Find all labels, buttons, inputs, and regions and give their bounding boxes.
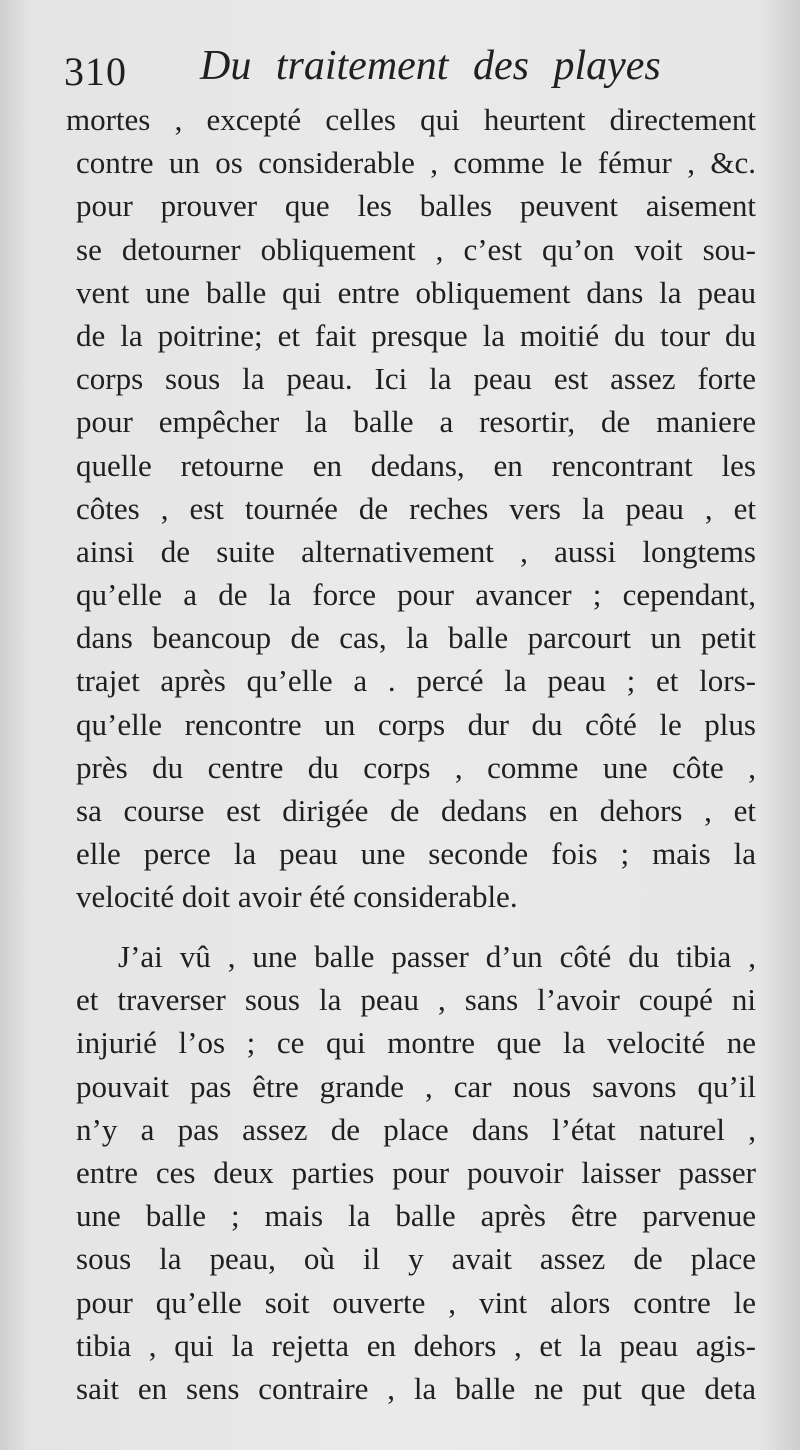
page-number: 310 [64, 49, 127, 94]
paragraph-2 [76, 935, 756, 1410]
text-line: sa course est dirigée de dedans en dehors , et [76, 793, 756, 828]
text-line: injurié l’os ; ce qui montre que la velocité ne [76, 1025, 756, 1061]
text-line: tibia , qui la rejetta en dehors , et la peau agis- [76, 1327, 756, 1363]
text-line: elle perce la peau une seconde fois ; mais la [76, 836, 756, 872]
text-line: qu’elle a de la force pour avancer ; cependant, [76, 577, 756, 613]
text-line: sait en sens contraire , la balle ne put que deta [76, 1370, 756, 1406]
running-title: Du traitement des playes [200, 43, 661, 89]
text-line: quelle retourne en dedans, en rencontrant les [76, 447, 756, 483]
paragraph-1 [66, 98, 756, 919]
text-line: n’y a pas assez de place dans l’état naturel , [76, 1111, 756, 1147]
text-line: mortes , excepté celles qui heurtent directement [66, 102, 756, 137]
text-line: et traverser sous la peau , sans l’avoir coupé ni [76, 982, 756, 1018]
text-line: contre un os considerable , comme le fémur , &c. [76, 145, 756, 181]
text-line: ainsi de suite alternativement , aussi longtems [76, 533, 756, 569]
text-line: velocité doit avoir été considerable. [76, 879, 518, 915]
text-line: entre ces deux parties pour pouvoir laisser passer [76, 1154, 756, 1190]
text-line: de la poitrine; et fait presque la moitié du tour du [76, 317, 756, 353]
text-line: J’ai vû , une balle passer d’un côté du tibia , [118, 939, 756, 974]
text-line: une balle ; mais la balle après être parvenue [76, 1198, 756, 1234]
text-line: dans beancoup de cas, la balle parcourt un petit [76, 620, 756, 656]
text-line: se detourner obliquement , c’est qu’on voit sou- [76, 231, 756, 267]
text-line: corps sous la peau. Ici la peau est assez forte [76, 361, 756, 397]
text-line: pour prouver que les balles peuvent aisement [76, 188, 756, 224]
text-line: près du centre du corps , comme une côte , [76, 749, 756, 785]
text-line: pour empêcher la balle a resortir, de maniere [76, 404, 756, 440]
text-line: sous la peau, où il y avait assez de place [76, 1241, 756, 1277]
text-line: pouvait pas être grande , car nous savons qu’il [76, 1068, 756, 1104]
text-line: pour qu’elle soit ouverte , vint alors contre le [76, 1284, 756, 1320]
text-line: trajet après qu’elle a . percé la peau ; et lors- [76, 663, 756, 699]
page-header [64, 42, 764, 98]
text-line: qu’elle rencontre un corps dur du côté le plus [76, 706, 756, 742]
text-line: vent une balle qui entre obliquement dans la peau [76, 274, 756, 310]
text-line: côtes , est tournée de reches vers la peau , et [76, 490, 756, 526]
